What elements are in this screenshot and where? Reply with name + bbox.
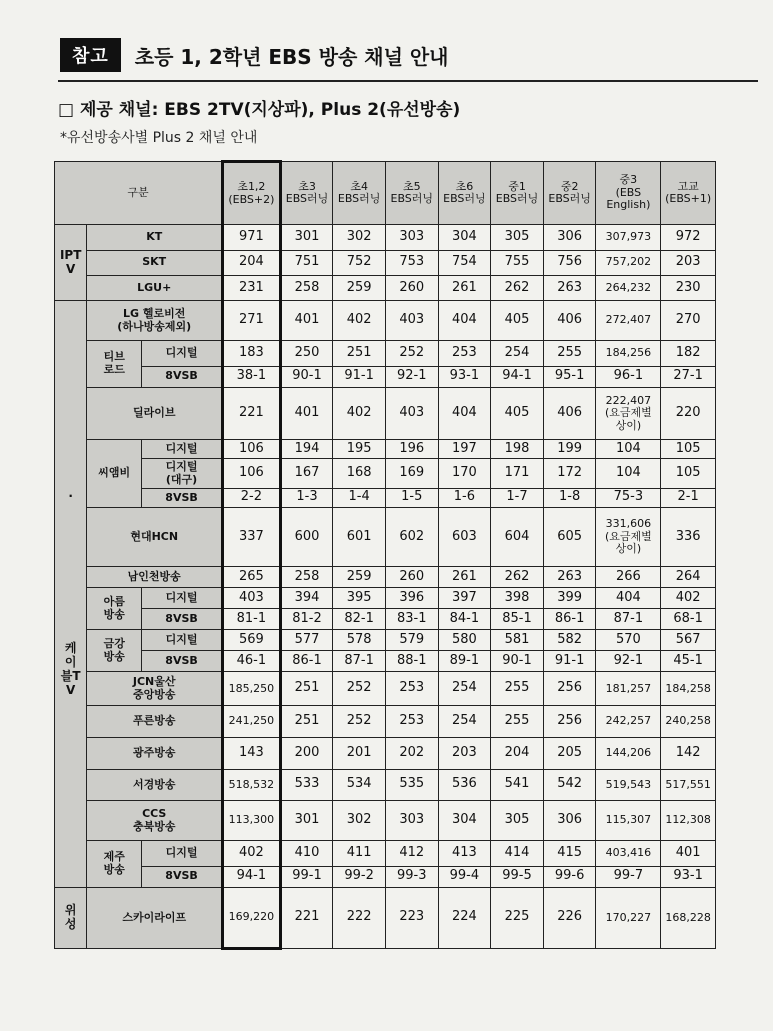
value-cell: 242,257 [596, 706, 661, 738]
value-cell: 99-4 [438, 866, 491, 887]
value-cell: 38-1 [223, 366, 281, 387]
value-cell: 402 [333, 301, 386, 341]
subgroup-label: 티브 로드 [87, 341, 142, 387]
page-title: 초등 1, 2학년 EBS 방송 채널 안내 [134, 44, 449, 69]
value-cell: 253 [438, 341, 491, 366]
value-cell: 601 [333, 507, 386, 566]
row-label: 디지털 [142, 841, 223, 866]
row-label: JCN울산 중앙방송 [87, 672, 223, 706]
value-cell: 168 [333, 459, 386, 489]
value-cell: 170,227 [596, 887, 661, 948]
value-cell: 1-5 [385, 488, 438, 507]
value-cell: 222,407 (요금제별 상이) [596, 387, 661, 440]
value-cell: 2-1 [661, 488, 716, 507]
value-cell: 184,256 [596, 341, 661, 366]
value-cell: 256 [543, 706, 596, 738]
value-cell: 204 [491, 737, 544, 769]
value-cell: 265 [223, 567, 281, 588]
value-cell: 254 [438, 706, 491, 738]
value-cell: 99-5 [491, 866, 544, 887]
value-cell: 99-7 [596, 866, 661, 887]
title-rule [58, 80, 758, 82]
value-cell: 200 [280, 737, 333, 769]
row-label: 8VSB [142, 866, 223, 887]
value-cell: 261 [438, 275, 491, 300]
value-cell: 253 [385, 706, 438, 738]
value-cell: 171 [491, 459, 544, 489]
row-label: 딜라이브 [87, 387, 223, 440]
value-cell: 402 [223, 841, 281, 866]
value-cell: 182 [661, 341, 716, 366]
header-label: 구분 [55, 162, 223, 225]
value-cell: 304 [438, 801, 491, 841]
value-cell: 270 [661, 301, 716, 341]
value-cell: 251 [280, 672, 333, 706]
value-cell: 259 [333, 275, 386, 300]
value-cell: 301 [280, 225, 333, 250]
value-cell: 397 [438, 588, 491, 609]
value-cell: 224 [438, 887, 491, 948]
value-cell: 567 [661, 630, 716, 651]
value-cell: 302 [333, 801, 386, 841]
row-label: 디지털 [142, 440, 223, 459]
value-cell: 204 [223, 250, 281, 275]
value-cell: 230 [661, 275, 716, 300]
value-cell: 115,307 [596, 801, 661, 841]
value-cell: 394 [280, 588, 333, 609]
table-row [55, 630, 716, 651]
row-label: 광주방송 [87, 737, 223, 769]
row-label: CCS 충북방송 [87, 801, 223, 841]
value-cell: 600 [280, 507, 333, 566]
column-header: 초4 EBS러닝 [333, 162, 386, 225]
value-cell: 757,202 [596, 250, 661, 275]
value-cell: 112,308 [661, 801, 716, 841]
value-cell: 569 [223, 630, 281, 651]
value-cell: 99-6 [543, 866, 596, 887]
value-cell: 399 [543, 588, 596, 609]
table-row [55, 250, 716, 275]
table-row [55, 366, 716, 387]
value-cell: 517,551 [661, 769, 716, 801]
value-cell: 104 [596, 440, 661, 459]
value-cell: 240,258 [661, 706, 716, 738]
row-label: 8VSB [142, 366, 223, 387]
row-label: SKT [87, 250, 223, 275]
value-cell: 86-1 [280, 651, 333, 672]
value-cell: 92-1 [596, 651, 661, 672]
value-cell: 81-1 [223, 609, 281, 630]
value-cell: 99-1 [280, 866, 333, 887]
value-cell: 86-1 [543, 609, 596, 630]
value-cell: 1-3 [280, 488, 333, 507]
value-cell: 170 [438, 459, 491, 489]
row-label: LG 헬로비전 (하나방송제외) [87, 301, 223, 341]
table-row [55, 609, 716, 630]
column-header: 초5 EBS러닝 [385, 162, 438, 225]
value-cell: 226 [543, 887, 596, 948]
value-cell: 262 [491, 275, 544, 300]
row-label: 8VSB [142, 609, 223, 630]
value-cell: 89-1 [438, 651, 491, 672]
value-cell: 581 [491, 630, 544, 651]
value-cell: 577 [280, 630, 333, 651]
value-cell: 398 [491, 588, 544, 609]
value-cell: 403 [223, 588, 281, 609]
value-cell: 169,220 [223, 887, 281, 948]
table-row [55, 301, 716, 341]
value-cell: 603 [438, 507, 491, 566]
value-cell: 221 [280, 887, 333, 948]
value-cell: 401 [661, 841, 716, 866]
value-cell: 197 [438, 440, 491, 459]
value-cell: 301 [280, 801, 333, 841]
value-cell: 196 [385, 440, 438, 459]
row-label: 푸른방송 [87, 706, 223, 738]
value-cell: 971 [223, 225, 281, 250]
value-cell: 756 [543, 250, 596, 275]
column-header: 초3 EBS러닝 [280, 162, 333, 225]
header [60, 38, 449, 72]
subgroup-label: 금강 방송 [87, 630, 142, 672]
value-cell: 411 [333, 841, 386, 866]
row-label: KT [87, 225, 223, 250]
value-cell: 94-1 [491, 366, 544, 387]
value-cell: 259 [333, 567, 386, 588]
value-cell: 46-1 [223, 651, 281, 672]
value-cell: 401 [280, 301, 333, 341]
value-cell: 406 [543, 301, 596, 341]
value-cell: 406 [543, 387, 596, 440]
value-cell: 541 [491, 769, 544, 801]
value-cell: 582 [543, 630, 596, 651]
row-label: 디지털 [142, 341, 223, 366]
value-cell: 106 [223, 459, 281, 489]
row-label: LGU+ [87, 275, 223, 300]
value-cell: 402 [333, 387, 386, 440]
value-cell: 413 [438, 841, 491, 866]
value-cell: 306 [543, 225, 596, 250]
value-cell: 579 [385, 630, 438, 651]
value-cell: 605 [543, 507, 596, 566]
value-cell: 143 [223, 737, 281, 769]
group-iptv: IPT V [55, 225, 87, 301]
value-cell: 266 [596, 567, 661, 588]
value-cell: 255 [491, 706, 544, 738]
table-row [55, 866, 716, 887]
value-cell: 90-1 [491, 651, 544, 672]
table-row [55, 651, 716, 672]
value-cell: 307,973 [596, 225, 661, 250]
value-cell: 250 [280, 341, 333, 366]
value-cell: 403,416 [596, 841, 661, 866]
table-row [55, 769, 716, 801]
column-header: 중2 EBS러닝 [543, 162, 596, 225]
value-cell: 414 [491, 841, 544, 866]
channel-table [54, 160, 716, 950]
value-cell: 93-1 [661, 866, 716, 887]
value-cell: 105 [661, 440, 716, 459]
subgroup-label: 제주 방송 [87, 841, 142, 887]
row-label: 디지털 [142, 630, 223, 651]
row-label: 서경방송 [87, 769, 223, 801]
value-cell: 95-1 [543, 366, 596, 387]
row-label: 스카이라이프 [87, 887, 223, 948]
value-cell: 169 [385, 459, 438, 489]
table-row [55, 459, 716, 489]
value-cell: 83-1 [385, 609, 438, 630]
value-cell: 415 [543, 841, 596, 866]
group-satellite: 위 성 [55, 887, 87, 948]
table-row [55, 341, 716, 366]
value-cell: 303 [385, 801, 438, 841]
value-cell: 272,407 [596, 301, 661, 341]
value-cell: 99-2 [333, 866, 386, 887]
value-cell: 94-1 [223, 866, 281, 887]
value-cell: 203 [661, 250, 716, 275]
row-label: 디지털 (대구) [142, 459, 223, 489]
note: *유선방송사별 Plus 2 채널 안내 [60, 130, 258, 146]
value-cell: 93-1 [438, 366, 491, 387]
value-cell: 220 [661, 387, 716, 440]
value-cell: 231 [223, 275, 281, 300]
subgroup-label: 씨앰비 [87, 440, 142, 508]
value-cell: 404 [438, 387, 491, 440]
value-cell: 404 [596, 588, 661, 609]
value-cell: 755 [491, 250, 544, 275]
group-cable: · 케 이 블T V [55, 301, 87, 887]
value-cell: 195 [333, 440, 386, 459]
column-header: 초1,2 (EBS+2) [223, 162, 281, 225]
value-cell: 405 [491, 387, 544, 440]
value-cell: 305 [491, 801, 544, 841]
value-cell: 27-1 [661, 366, 716, 387]
value-cell: 221 [223, 387, 281, 440]
table-row [55, 672, 716, 706]
table-row [55, 440, 716, 459]
table-header-row [55, 162, 716, 225]
table-row [55, 275, 716, 300]
value-cell: 754 [438, 250, 491, 275]
value-cell: 183 [223, 341, 281, 366]
table-row [55, 225, 716, 250]
value-cell: 91-1 [543, 651, 596, 672]
row-label: 남인천방송 [87, 567, 223, 588]
value-cell: 972 [661, 225, 716, 250]
value-cell: 252 [333, 706, 386, 738]
value-cell: 263 [543, 567, 596, 588]
value-cell: 331,606 (요금제별 상이) [596, 507, 661, 566]
value-cell: 255 [543, 341, 596, 366]
value-cell: 604 [491, 507, 544, 566]
value-cell: 88-1 [385, 651, 438, 672]
value-cell: 260 [385, 567, 438, 588]
column-header: 초6 EBS러닝 [438, 162, 491, 225]
value-cell: 142 [661, 737, 716, 769]
value-cell: 194 [280, 440, 333, 459]
subtitle: □ 제공 채널: EBS 2TV(지상파), Plus 2(유선방송) [58, 100, 461, 120]
value-cell: 578 [333, 630, 386, 651]
table-row [55, 387, 716, 440]
table-row [55, 706, 716, 738]
value-cell: 106 [223, 440, 281, 459]
value-cell: 172 [543, 459, 596, 489]
table-row [55, 841, 716, 866]
value-cell: 251 [280, 706, 333, 738]
value-cell: 304 [438, 225, 491, 250]
value-cell: 305 [491, 225, 544, 250]
value-cell: 241,250 [223, 706, 281, 738]
value-cell: 542 [543, 769, 596, 801]
value-cell: 337 [223, 507, 281, 566]
value-cell: 402 [661, 588, 716, 609]
value-cell: 1-4 [333, 488, 386, 507]
value-cell: 205 [543, 737, 596, 769]
value-cell: 336 [661, 507, 716, 566]
value-cell: 252 [385, 341, 438, 366]
value-cell: 45-1 [661, 651, 716, 672]
value-cell: 401 [280, 387, 333, 440]
value-cell: 264,232 [596, 275, 661, 300]
value-cell: 185,250 [223, 672, 281, 706]
value-cell: 395 [333, 588, 386, 609]
value-cell: 1-6 [438, 488, 491, 507]
value-cell: 751 [280, 250, 333, 275]
value-cell: 403 [385, 301, 438, 341]
value-cell: 261 [438, 567, 491, 588]
value-cell: 92-1 [385, 366, 438, 387]
value-cell: 580 [438, 630, 491, 651]
value-cell: 68-1 [661, 609, 716, 630]
value-cell: 570 [596, 630, 661, 651]
value-cell: 1-7 [491, 488, 544, 507]
value-cell: 753 [385, 250, 438, 275]
value-cell: 199 [543, 440, 596, 459]
value-cell: 263 [543, 275, 596, 300]
value-cell: 260 [385, 275, 438, 300]
value-cell: 85-1 [491, 609, 544, 630]
row-label: 디지털 [142, 588, 223, 609]
value-cell: 396 [385, 588, 438, 609]
value-cell: 202 [385, 737, 438, 769]
value-cell: 201 [333, 737, 386, 769]
value-cell: 105 [661, 459, 716, 489]
value-cell: 90-1 [280, 366, 333, 387]
value-cell: 262 [491, 567, 544, 588]
column-header: 고교 (EBS+1) [661, 162, 716, 225]
value-cell: 144,206 [596, 737, 661, 769]
value-cell: 271 [223, 301, 281, 341]
value-cell: 91-1 [333, 366, 386, 387]
value-cell: 536 [438, 769, 491, 801]
value-cell: 84-1 [438, 609, 491, 630]
value-cell: 251 [333, 341, 386, 366]
value-cell: 1-8 [543, 488, 596, 507]
value-cell: 75-3 [596, 488, 661, 507]
value-cell: 254 [491, 341, 544, 366]
value-cell: 255 [491, 672, 544, 706]
value-cell: 225 [491, 887, 544, 948]
value-cell: 113,300 [223, 801, 281, 841]
column-header: 중3 (EBS English) [596, 162, 661, 225]
table-row [55, 588, 716, 609]
subgroup-label: 아름 방송 [87, 588, 142, 630]
value-cell: 253 [385, 672, 438, 706]
reference-tag: 참고 [60, 38, 121, 72]
value-cell: 533 [280, 769, 333, 801]
value-cell: 104 [596, 459, 661, 489]
value-cell: 535 [385, 769, 438, 801]
value-cell: 87-1 [596, 609, 661, 630]
value-cell: 198 [491, 440, 544, 459]
value-cell: 87-1 [333, 651, 386, 672]
value-cell: 168,228 [661, 887, 716, 948]
table-row [55, 737, 716, 769]
table-row [55, 887, 716, 948]
value-cell: 534 [333, 769, 386, 801]
value-cell: 167 [280, 459, 333, 489]
table-row [55, 567, 716, 588]
value-cell: 302 [333, 225, 386, 250]
value-cell: 519,543 [596, 769, 661, 801]
value-cell: 518,532 [223, 769, 281, 801]
value-cell: 203 [438, 737, 491, 769]
value-cell: 96-1 [596, 366, 661, 387]
column-header: 중1 EBS러닝 [491, 162, 544, 225]
row-label: 8VSB [142, 651, 223, 672]
value-cell: 306 [543, 801, 596, 841]
value-cell: 258 [280, 567, 333, 588]
value-cell: 81-2 [280, 609, 333, 630]
value-cell: 752 [333, 250, 386, 275]
value-cell: 303 [385, 225, 438, 250]
value-cell: 410 [280, 841, 333, 866]
value-cell: 181,257 [596, 672, 661, 706]
value-cell: 2-2 [223, 488, 281, 507]
value-cell: 412 [385, 841, 438, 866]
value-cell: 184,258 [661, 672, 716, 706]
value-cell: 264 [661, 567, 716, 588]
value-cell: 222 [333, 887, 386, 948]
row-label: 8VSB [142, 488, 223, 507]
value-cell: 256 [543, 672, 596, 706]
value-cell: 254 [438, 672, 491, 706]
table-row [55, 488, 716, 507]
value-cell: 403 [385, 387, 438, 440]
value-cell: 258 [280, 275, 333, 300]
value-cell: 223 [385, 887, 438, 948]
value-cell: 602 [385, 507, 438, 566]
table-row [55, 507, 716, 566]
table-row [55, 801, 716, 841]
value-cell: 404 [438, 301, 491, 341]
value-cell: 99-3 [385, 866, 438, 887]
row-label: 현대HCN [87, 507, 223, 566]
value-cell: 252 [333, 672, 386, 706]
value-cell: 82-1 [333, 609, 386, 630]
value-cell: 405 [491, 301, 544, 341]
